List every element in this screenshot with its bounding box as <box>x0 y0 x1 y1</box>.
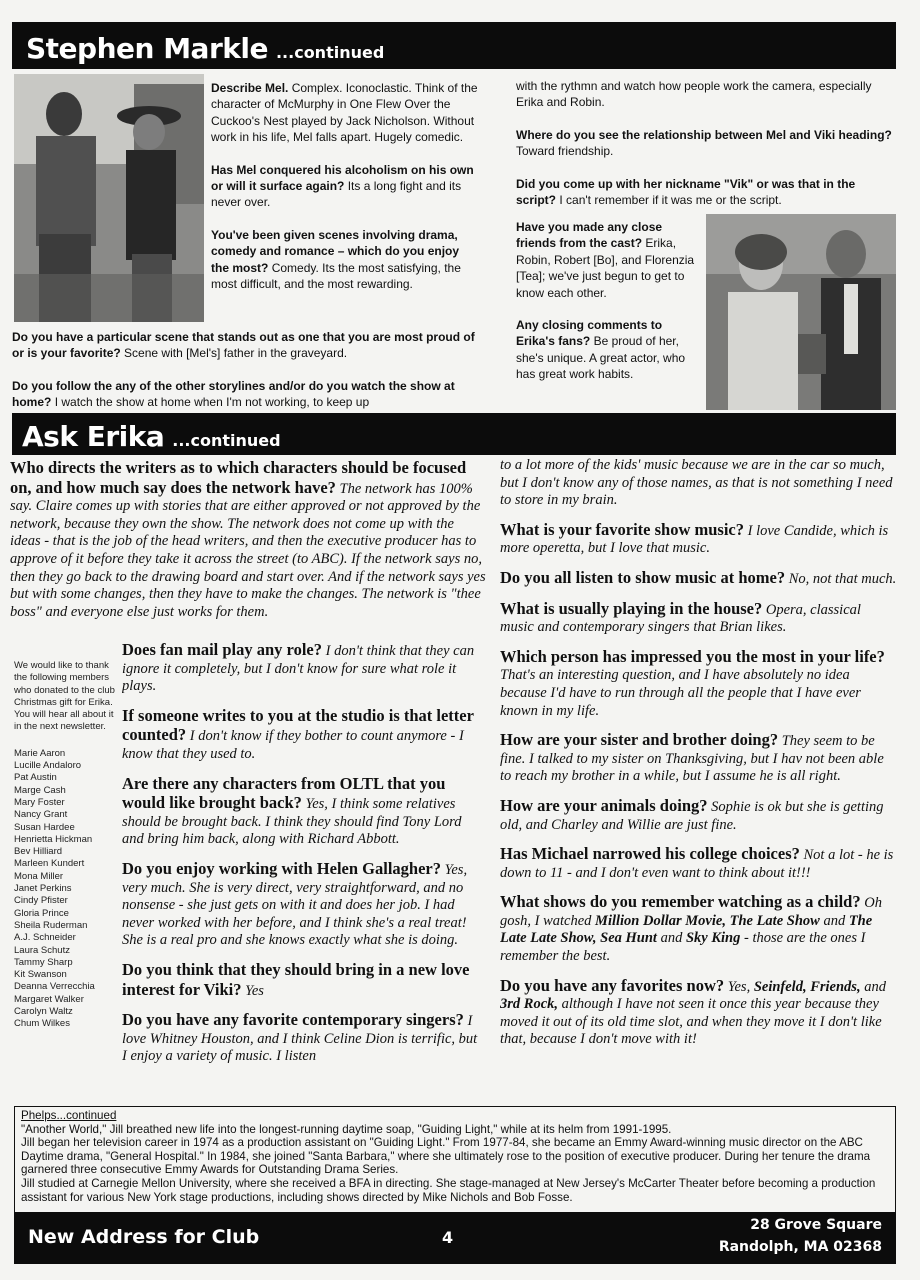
phelps-continued-box <box>14 1106 896 1212</box>
phelps-heading: Phelps...continued <box>21 1109 117 1122</box>
section-title: Stephen Markle <box>26 32 268 65</box>
donor-name: Bev Hilliard <box>14 846 63 858</box>
answer: They seem to be fine. I talked to my sister on Thanksgiving, but I hav not been able to reach my brother in a while, but I assume he is all right. <box>500 733 884 785</box>
donor-name: Janet Perkins <box>14 883 72 895</box>
markle-photo <box>14 74 204 322</box>
donor-name: Lucille Andaloro <box>14 760 82 772</box>
question: Where do you see the relationship between Mel and Viki heading? <box>516 127 892 142</box>
address-line-2: Randolph, MA 02368 <box>718 1239 882 1255</box>
show-title: Seinfeld, Friends, <box>753 978 861 995</box>
answer: Yes, very much. She is very direct, very straightforward, and no nonsense - she just gets on with it and does her job. I had never worked with her before, and I think she's a real treat! She is a real pro and she knows exactly what she is doing. <box>122 861 468 949</box>
markle-right-narrow <box>516 219 702 409</box>
answer: I don't think that they can ignore it completely, but I don't know for sure what role it plays. <box>122 643 475 695</box>
answer: and <box>864 978 886 995</box>
donor-name: Gloria Prince <box>14 907 69 919</box>
phelps-paragraph: "Another World," Jill breathed new life into the longest-running daytime soap, "Guiding Light," while at its helm from 1991-1995. <box>21 1122 672 1136</box>
question: How are your animals doing? <box>500 795 708 815</box>
answer: Toward friendship. <box>516 144 614 159</box>
donor-name: Laura Schutz <box>14 944 70 956</box>
answer: I don't know if they bother to count anymore - I know that they used to. <box>122 728 464 762</box>
question: If someone writes to you at the studio is that letter counted? <box>122 705 474 745</box>
answer: I watch the show at home when I'm not working, to keep up <box>54 395 370 409</box>
thanks-intro: We would like to thank the following members who donated to the club Christmas gift for Erika. You will hear all about it in the next newsletter. <box>14 660 115 733</box>
phelps-paragraph: Jill began her television career in 1974 as a production assistant on "Guiding Light." From 1977-84, she became an Emmy Award-winning music director on the ABC Daytime drama, "General Hospital." In 1984, she joined "Santa Barbara," where she ultimately rose to the position of executive producer. During her tenure the drama garnered three consecutive Emmy Awards for Outstanding Drama Series. <box>21 1136 871 1177</box>
donor-name: Deanna Verrecchia <box>14 981 95 993</box>
question: Do you follow the any of the other storylines and/or do you watch the show at home? <box>12 378 455 409</box>
donor-name: Margaret Walker <box>14 993 84 1005</box>
donor-name: Mary Foster <box>14 796 65 808</box>
answer: I love Candide, which is more operetta, but I love that music. <box>500 522 889 557</box>
answer: Opera, classical music and contemporary singers that Brian likes. <box>500 601 861 636</box>
donor-name: Mona Miller <box>14 870 64 882</box>
answer: with the rythmn and watch how people work the camera, especially Erika and Robin. <box>516 79 872 110</box>
new-address-label: New Address for Club <box>28 1226 260 1248</box>
answer: That's an interesting question, and I have absolutely no idea because I'd have to run through all the people that I have ever known in my life. <box>500 667 861 719</box>
markle-left-column <box>211 80 479 320</box>
question: Did you come up with her nickname "Vik" or was that in the script? <box>516 176 856 208</box>
donor-name: Sheila Ruderman <box>14 919 88 931</box>
donor-list <box>14 748 118 1031</box>
erika-left-column <box>122 641 478 1089</box>
question: Do you have a particular scene that stands out as one that you are most proud of or is your favorite? <box>12 330 475 361</box>
question: Do you have any favorites now? <box>500 975 725 995</box>
donor-name: Carolyn Waltz <box>14 1006 73 1018</box>
question: Any closing comments to Erika's fans? <box>516 318 663 349</box>
answer: Be proud of her, she's unique. A great actor, who has great work habits. <box>516 334 686 382</box>
donor-name: A.J. Schneider <box>14 932 76 944</box>
question: Does fan mail play any role? <box>122 641 322 659</box>
answer: Comedy. Its the most satisfying, the most difficult, and the most rewarding. <box>211 260 461 292</box>
answer: No, not that much. <box>788 570 897 587</box>
answer: I can't remember if it was me or the script. <box>559 193 782 208</box>
answer: although I have not seen it once this year because they moved it out of its old time slot, and when they move it I don't like that, because I don't move with it! <box>500 996 882 1048</box>
answer: Yes <box>245 982 264 999</box>
answer: and <box>823 912 846 929</box>
question: What is your favorite show music? <box>500 519 744 539</box>
question: How are your sister and brother doing? <box>500 730 779 750</box>
question: What shows do you remember watching as a child? <box>500 892 861 912</box>
show-title: Million Dollar Movie, The Late Show <box>595 912 820 929</box>
continued-label: ...continued <box>275 43 385 62</box>
answer: Not a lot - he is down to 11 - and I don't even want to think about it!!! <box>500 847 894 881</box>
donor-name: Marie Aaron <box>14 747 66 759</box>
answer: I love Whitney Houston, and I think Celine Dion is terrific, but I enjoy a variety of music. I listen <box>122 1013 478 1065</box>
show-title: The Late Late Show, Sea Hunt <box>500 912 873 947</box>
answer: Sophie is ok but she is getting old, and Charley and Willie are just fine. <box>500 798 884 833</box>
question: Has Michael narrowed his college choices? <box>500 844 800 864</box>
question: What is usually playing in the house? <box>500 598 763 618</box>
answer: Yes, <box>727 978 751 995</box>
answer: Its a long fight and its never over. <box>211 179 462 210</box>
question: Describe Mel. <box>211 81 289 95</box>
page-number: 4 <box>442 1228 454 1247</box>
question: Who directs the writers as to which characters should be focused on, and how much say does the network have? <box>10 459 467 497</box>
donor-name: Chum Wilkes <box>14 1018 70 1030</box>
donor-name: Marleen Kundert <box>14 858 85 870</box>
show-title: 3rd Rock, <box>500 996 558 1013</box>
answer: Erika, Robin, Robert [Bo], and Florenzia [Tea]; we've just begun to get to know each other. <box>516 236 695 300</box>
donor-name: Henrietta Hickman <box>14 833 93 845</box>
address-line-1: 28 Grove Square <box>750 1217 882 1233</box>
continued-label: ...continued <box>172 431 281 450</box>
markle-right-column <box>516 78 896 208</box>
question: Do you think that they should bring in a new love interest for Viki? <box>122 959 470 999</box>
erika-right-column <box>500 457 898 1103</box>
answer: Complex. Iconoclastic. Think of the character of McMurphy in One Flew Over the Cuckoo's Nest played by Jack Nicholson. Without work in his life, Mel falls apart. Hugely comedic. <box>211 81 478 145</box>
donor-name: Pat Austin <box>14 772 57 784</box>
answer: The network has 100% say. Claire comes up with stories that are either approved or not approved by the network, because they own the show. The network does not come up with the ideas - that is the job of the head writers, and then the executive producer has to approve of it before they take it across the street (to ABC). If the network says no, then they go back to the drawing board and start over. And if the network says yes but with some changes, then they have to make the changes. The network is "thee boss" and everyone else just works for them. <box>10 480 486 620</box>
answer: Oh gosh, I watched <box>500 895 882 929</box>
question: Do you enjoy working with Helen Gallagher? <box>122 858 442 878</box>
answer: to a lot more of the kids' music because we are in the car so much, but I don't know any of those names, as that is not something I need to store in my brain. <box>500 457 893 509</box>
donor-name: Tammy Sharp <box>14 956 73 968</box>
show-title: Sky King <box>685 930 741 947</box>
question: Have you made any close friends from the cast? <box>516 220 663 251</box>
donor-name: Marge Cash <box>14 784 66 796</box>
question: You've been given scenes involving drama, comedy and romance – which do you enjoy the most? <box>211 227 460 275</box>
phelps-paragraph: Jill studied at Carnegie Mellon University, where she received a BFA in directing. She stage-managed at New Jersey's McCarter Theater before becoming a production assistant for various New York stage productions, including shows directed by Mike Nichols and Bob Fosse. <box>21 1176 876 1204</box>
donor-name: Susan Hardee <box>14 821 75 833</box>
stephen-markle-banner <box>12 22 896 69</box>
question: Do you have any favorite contemporary singers? <box>122 1010 464 1030</box>
answer: Yes, I think some relatives should be brought back. I think they should find Tony Lord and bring him back, along with Richard Abbott. <box>122 796 462 848</box>
question: Has Mel conquered his alcoholism on his own or will it surface again? <box>211 162 474 194</box>
answer: and <box>660 930 683 947</box>
donor-name: Kit Swanson <box>14 969 67 981</box>
thanks-sidebar <box>14 660 118 1031</box>
cast-photo <box>706 214 896 410</box>
erika-top-left <box>10 459 488 639</box>
question: Which person has impressed you the most in your life? <box>500 646 885 666</box>
footer-bar <box>14 1212 896 1264</box>
answer: Scene with [Mel's] father in the graveyard. <box>124 346 348 361</box>
markle-bottom-left <box>12 329 482 409</box>
section-title: Ask Erika <box>22 420 165 453</box>
ask-erika-banner <box>12 413 896 455</box>
answer: - those are the ones I remember the best. <box>500 930 866 965</box>
question: Are there any characters from OLTL that you would like brought back? <box>122 773 446 813</box>
question: Do you all listen to show music at home? <box>500 567 786 587</box>
donor-name: Nancy Grant <box>14 809 68 821</box>
donor-name: Cindy Pfister <box>14 895 68 907</box>
